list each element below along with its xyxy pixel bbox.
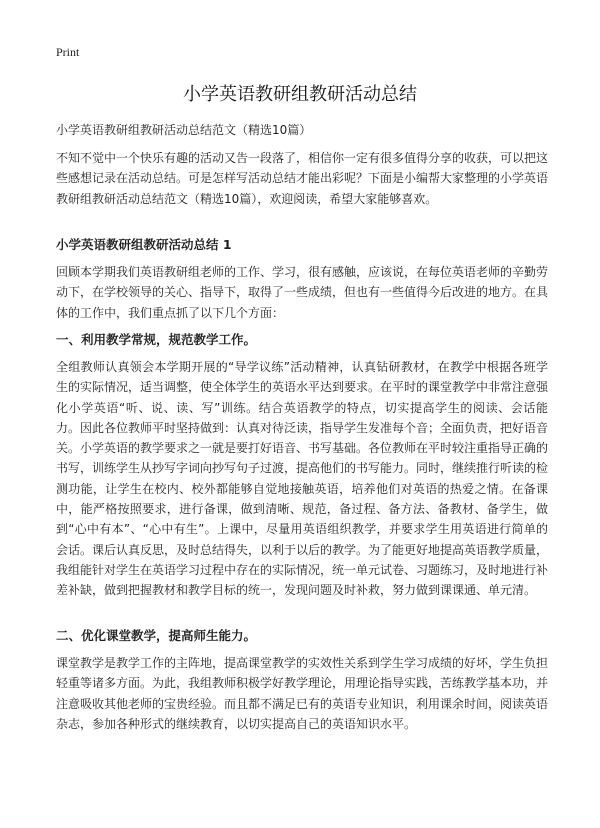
section-1-paragraph: 全组教师认真领会本学期开展的“导学议练”活动精神，认真钻研教材，在教学中根据各班学生的实际情况，适当调整，使全体学生的英语水平达到要求。在平时的课堂教学中非常注意强化小学英语“听、说、读、写”训练。结合英语教学的特点，切实提高学生的阅读、会话能力。因此各位教师平时坚持做到：认真对待泛读，指导学生发准每个音；全面负责，把好语音关。小学英语的教学要求之一就是要打好语音、书写基础。各位教师在平时较注重指导正确的书写，训练学生从抄写字词向抄写句子过渡，提高他们的书写能力。同时，继续推行听读的检测功能，让学生在校内、校外都能够自觉地接触英语，培养他们对英语的热爱之情。在备课中，能严格按照要求，进行备课，做到清晰、规范，备过程、备方法、备教材、备学生，做到“心中有本”、“心中有生”。上课中，尽量用英语组织教学，并要求学生用英语进行简单的会话。课后认真反思，及时总结得失，以利于以后的教学。为了能更好地提高英语教学质量，我组能针对学生在英语学习过程中存在的实际情况，统一单元试卷、习题练习，及时地进行补差补缺，做到把握教材和教学目标的统一，发现问题及时补救，努力做到课课通、单元清。 — [56, 360, 549, 598]
document-subtitle: 小学英语教研组教研活动总结范文（精选10篇） — [56, 123, 312, 137]
intro-paragraph: 不知不觉中一个快乐有趣的活动又告一段落了，相信你一定有很多值得分享的收获，可以把这些感想记录在活动总结。可是怎样写活动总结才能出彩呢？下面是小编帮大家整理的小学英语教研组教研活动总结范文（精选10篇），欢迎阅读，希望大家能够喜欢。 — [56, 151, 549, 206]
page-title: 小学英语教研组教研活动总结 — [183, 84, 417, 105]
print-link[interactable]: Print — [56, 45, 80, 59]
section-2-heading: 二、优化课堂教学，提高师生能力。 — [56, 628, 257, 643]
section-2-paragraph: 课堂教学是教学工作的主阵地，提高课堂教学的实效性关系到学生学习成绩的好坏，学生负担轻重等诸多方面。为此，我组教师积极学好教学理论，用理论指导实践，苦练教学基本功，并注意吸收其他老师的宝贵经验。而且都不满足已有的英语专业知识，利用课余时间，阅读英语杂志，参加各种形式的继续教育，以切实提高自己的英语知识水平。 — [56, 656, 549, 731]
article-paragraph-1: 回顾本学期我们英语教研组老师的工作、学习，很有感触，应该说，在每位英语老师的辛勤劳动下，在学校领导的关心、指导下，取得了一些成绩，但也有一些值得今后改进的地方。在具体的工作中，我们重点抓了以下几个方面： — [56, 265, 549, 320]
article-heading: 小学英语教研组教研活动总结 1 — [56, 237, 232, 252]
section-1-heading: 一、利用教学常规，规范教学工作。 — [56, 332, 257, 347]
